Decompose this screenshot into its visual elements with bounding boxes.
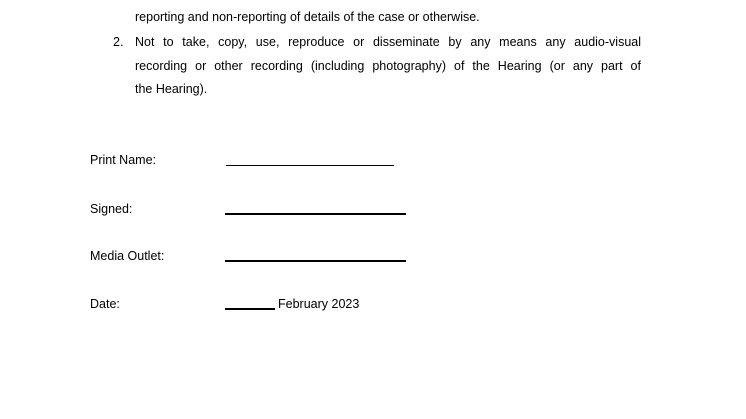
media-outlet-label: Media Outlet: <box>90 249 165 263</box>
date-label: Date: <box>90 297 120 311</box>
clause-2-line-3: the Hearing). <box>135 82 208 96</box>
clause-2-number: 2. <box>113 35 124 49</box>
print-name-label: Print Name: <box>90 153 156 167</box>
signature-field[interactable] <box>225 213 406 215</box>
signed-label: Signed: <box>90 202 133 216</box>
print-name-field[interactable] <box>226 165 394 166</box>
clause-2-line-2: recording or other recording (including photography) of the Hearing (or any part of <box>135 59 641 73</box>
clause-1-tail: reporting and non-reporting of details of the case or otherwise. <box>135 10 480 24</box>
clause-2-line-1: Not to take, copy, use, reproduce or disseminate by any means any audio-visual <box>135 35 641 49</box>
date-day-field[interactable] <box>225 308 275 310</box>
media-outlet-field[interactable] <box>225 260 406 262</box>
date-month-year: February 2023 <box>278 297 360 311</box>
